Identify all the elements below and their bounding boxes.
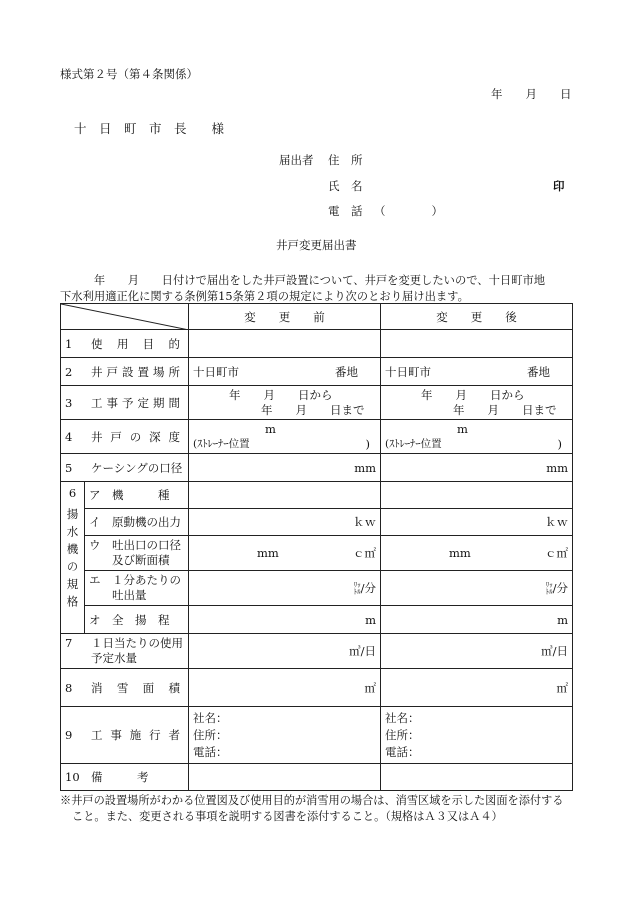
period-from: 年 月 日から	[229, 387, 333, 402]
row-number: 10	[65, 770, 80, 784]
document-title: 井戸変更届出書	[276, 238, 357, 252]
row-number: 2	[65, 364, 73, 379]
applicant-phone-label: 電 話	[328, 204, 363, 218]
construction-period-after[interactable]	[381, 386, 573, 420]
intro-line-2: 下水利用適正化に関する条例第15条第２項の規定により次のとおり届け出ます。	[60, 290, 469, 303]
label-line-2: 吐出量	[89, 588, 147, 602]
daily-water-after[interactable]	[381, 634, 573, 669]
discharge-per-minute-after[interactable]	[381, 571, 573, 606]
company-name-label: 社名：	[193, 710, 228, 725]
total-head-before[interactable]	[189, 606, 381, 634]
row-number: 9	[65, 728, 73, 742]
phone-label: 電話：	[193, 744, 228, 759]
applicant-label: 届出者	[279, 153, 314, 167]
usage-purpose-before[interactable]	[189, 330, 381, 358]
row-well-location-label	[61, 358, 189, 386]
row-number: 6	[68, 486, 77, 500]
row-label: 使用目的	[91, 336, 180, 351]
addressee: 十 日 町 市 長 様	[74, 121, 225, 136]
applicant-address-label: 住 所	[328, 153, 363, 167]
row-daily-water-label	[61, 634, 189, 669]
casing-diameter-after[interactable]	[381, 454, 573, 482]
city-name: 十日町市	[193, 364, 239, 379]
motor-output-label: イ 原動機の出力	[85, 509, 189, 536]
unit-cm2: ｃ㎡	[353, 546, 376, 560]
header-after: 変 更 後	[381, 304, 573, 330]
note-line-2: こと。また、変更される事項を説明する図書を添付すること。（規格はＡ３又はＡ４）	[72, 810, 503, 823]
label-line-2: 及び断面積	[89, 553, 170, 567]
header-before: 変 更 前	[189, 304, 381, 330]
unit-mm: mm	[546, 460, 568, 475]
period-to: 年 月 日まで	[261, 402, 365, 417]
snow-melt-area-after[interactable]	[381, 669, 573, 707]
well-depth-before[interactable]	[189, 420, 381, 454]
row-number: 8	[65, 680, 73, 695]
row-label: ケーシングの口径	[91, 460, 183, 475]
unit-kw: ｋｗ	[353, 515, 376, 529]
well-depth-after[interactable]	[381, 420, 573, 454]
banchi-label: 番地	[527, 364, 550, 379]
intro-line-1: 年 月 日付けで届出をした井戸設置について、井戸を変更したいので、十日町市地	[60, 274, 546, 287]
row-well-depth-label	[61, 420, 189, 454]
remarks-before[interactable]	[189, 764, 381, 791]
address-label: 住所：	[193, 727, 228, 742]
label-line-2: 予定水量	[91, 651, 137, 665]
outlet-diameter-after[interactable]	[381, 536, 573, 571]
strainer-position-label: (ｽﾄﾚｰﾅｰ位置	[385, 437, 442, 450]
unit-mm: mm	[257, 546, 279, 560]
period-to: 年 月 日まで	[453, 402, 557, 417]
unit-mm: mm	[354, 460, 376, 475]
contractor-before[interactable]	[189, 707, 381, 764]
row-label: 井戸の深度	[91, 429, 180, 444]
row-label: 消雪面積	[91, 680, 180, 695]
pump-model-after[interactable]	[381, 482, 573, 509]
unit-m: m	[365, 612, 376, 627]
strainer-position-label: (ｽﾄﾚｰﾅｰ位置	[193, 437, 250, 450]
change-form-table	[60, 303, 573, 791]
row-number: 5	[65, 460, 73, 475]
row-number: 1	[65, 336, 73, 351]
pump-spec-group-cell	[61, 482, 85, 634]
daily-water-before[interactable]	[189, 634, 381, 669]
unit-per-minute: /分	[552, 581, 568, 595]
unit-m3-per-day: ㎥/日	[349, 644, 376, 658]
depth-unit: m	[457, 421, 468, 436]
form-number: 様式第２号（第４条関係）	[60, 67, 198, 81]
row-contractor-label	[61, 707, 189, 764]
pump-model-label: ア 機 種	[85, 482, 189, 509]
strainer-close: )	[557, 436, 562, 451]
motor-output-after[interactable]	[381, 509, 573, 536]
unit-m: m	[557, 612, 568, 627]
casing-diameter-before[interactable]	[189, 454, 381, 482]
period-from: 年 月 日から	[421, 387, 525, 402]
pump-spec-group-label: 揚水機の規格	[65, 508, 80, 613]
row-label: 備 考	[91, 770, 149, 784]
unit-m3-per-day: ㎥/日	[541, 644, 568, 658]
discharge-per-minute-before[interactable]	[189, 571, 381, 606]
unit-liter: ﾘｯ ﾄﾙ	[353, 581, 361, 596]
unit-liter: ﾘｯ ﾄﾙ	[545, 581, 553, 596]
row-label: 井戸設置場所	[91, 364, 180, 379]
company-name-label: 社名：	[385, 710, 420, 725]
unit-mm: mm	[449, 546, 471, 560]
well-location-before[interactable]	[189, 358, 381, 386]
total-head-label: オ 全 揚 程	[85, 606, 189, 634]
applicant-name-label: 氏 名	[328, 179, 363, 193]
row-construction-period-label	[61, 386, 189, 420]
row-casing-diameter-label	[61, 454, 189, 482]
phone-label: 電話：	[385, 744, 420, 759]
unit-per-minute: /分	[360, 581, 376, 595]
strainer-close: )	[365, 436, 370, 451]
construction-period-before[interactable]	[189, 386, 381, 420]
well-location-after[interactable]	[381, 358, 573, 386]
depth-unit: m	[265, 421, 276, 436]
seal-mark: 印	[553, 179, 565, 193]
address-label: 住所：	[385, 727, 420, 742]
snow-melt-area-before[interactable]	[189, 669, 381, 707]
discharge-per-minute-label	[85, 571, 189, 606]
unit-kw: ｋｗ	[545, 515, 568, 529]
outlet-diameter-before[interactable]	[189, 536, 381, 571]
banchi-label: 番地	[335, 364, 358, 379]
header-corner-cell	[61, 304, 189, 330]
row-number: 7	[65, 636, 73, 650]
unit-cm2: ｃ㎡	[545, 546, 568, 560]
applicant-phone-paren: （ ）	[374, 204, 443, 218]
pump-model-before[interactable]	[189, 482, 381, 509]
note-line-1: ※井戸の設置場所がわかる位置図及び使用目的が消雪用の場合は、消雪区域を示した図面を添付する	[60, 794, 564, 807]
label-line-1: ウ 吐出口の口径	[89, 538, 181, 552]
usage-purpose-after[interactable]	[381, 330, 573, 358]
city-name: 十日町市	[385, 364, 431, 379]
contractor-after[interactable]	[381, 707, 573, 764]
total-head-after[interactable]	[381, 606, 573, 634]
row-label: 工事予定期間	[91, 395, 180, 410]
motor-output-before[interactable]	[189, 509, 381, 536]
label-line-1: エ １分あたりの	[89, 573, 181, 587]
label-line-1: １日当たりの使用	[91, 636, 183, 650]
row-snow-melt-area-label	[61, 669, 189, 707]
unit-m2: ㎡	[364, 680, 376, 695]
row-usage-purpose-label	[61, 330, 189, 358]
row-number: 3	[65, 395, 73, 410]
row-number: 4	[65, 429, 73, 444]
date-line: 年 月 日	[491, 87, 572, 101]
diagonal-line	[61, 304, 189, 330]
row-label: 工事施行者	[91, 728, 180, 742]
remarks-after[interactable]	[381, 764, 573, 791]
outlet-diameter-label	[85, 536, 189, 571]
row-remarks-label	[61, 764, 189, 791]
unit-m2: ㎡	[556, 680, 568, 695]
